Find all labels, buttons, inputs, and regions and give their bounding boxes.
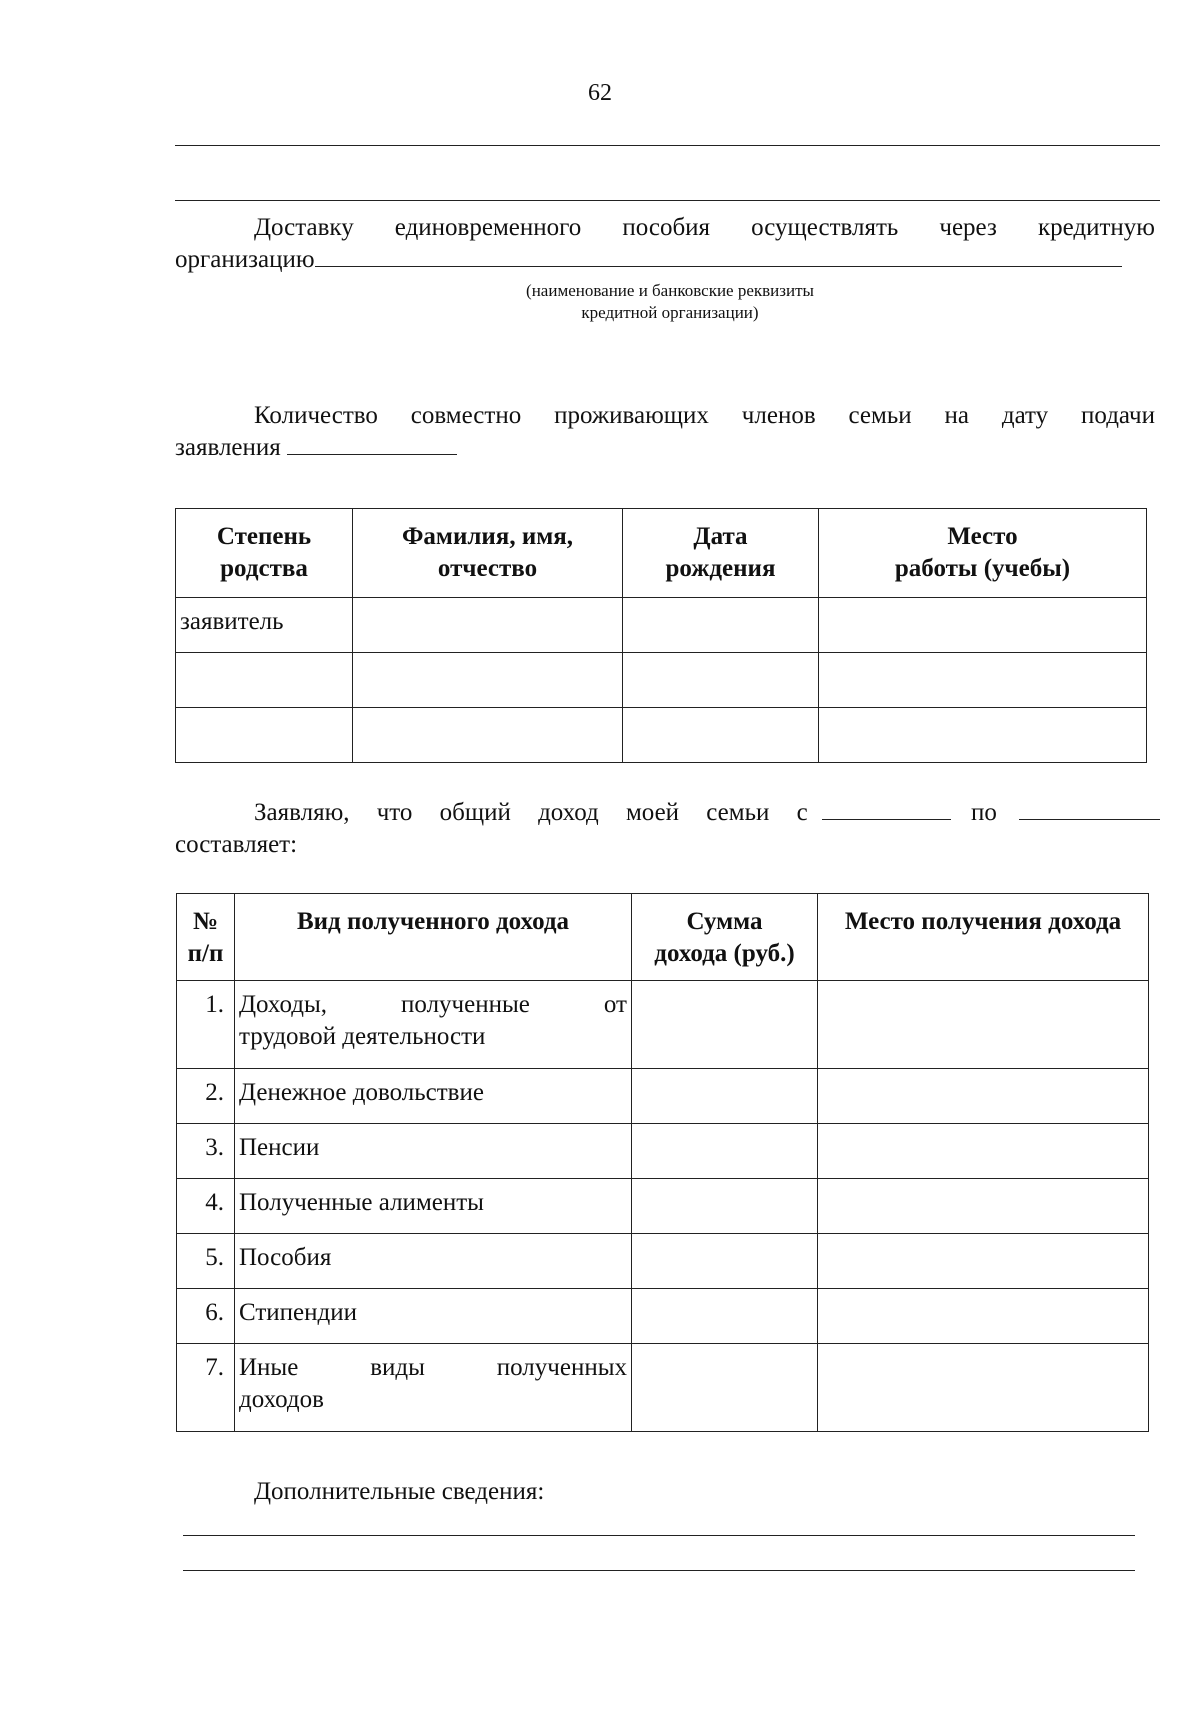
delivery-word: единовременного <box>394 214 582 241</box>
family-count-line-2 <box>175 432 1155 464</box>
income-type-line <box>239 989 627 1021</box>
delivery-paragraph <box>175 212 1155 276</box>
income-type-cell: Пособия <box>235 1234 632 1289</box>
header-line: Вид полученного дохода <box>296 908 570 935</box>
income-type-word: полученных <box>496 1354 627 1381</box>
income-word: с <box>796 799 808 826</box>
family-table-header-row <box>176 509 1147 598</box>
income-type-word: полученные <box>401 991 530 1018</box>
header-full-name <box>353 509 623 598</box>
table-row <box>177 1234 1149 1289</box>
header-kinship <box>176 509 353 598</box>
delivery-word: кредитную <box>1037 214 1155 241</box>
income-type-line <box>239 1352 627 1384</box>
header-line: отчество <box>437 555 538 582</box>
income-amount-cell[interactable] <box>632 1234 818 1289</box>
header-income-amount <box>632 894 818 981</box>
table-row <box>177 1289 1149 1344</box>
income-amount-cell[interactable] <box>632 1179 818 1234</box>
income-type-line: доходов <box>239 1386 324 1413</box>
header-line: Место <box>947 523 1018 550</box>
credit-org-caption <box>420 280 920 324</box>
income-source-cell[interactable] <box>818 1124 1149 1179</box>
income-word: доход <box>538 799 599 826</box>
delivery-word: через <box>939 214 997 241</box>
delivery-line-1 <box>175 212 1155 244</box>
income-type-cell <box>235 981 632 1069</box>
delivery-org-label: организацию <box>175 246 315 273</box>
delivery-word: Доставку <box>254 214 354 241</box>
income-type-cell: Денежное довольствие <box>235 1069 632 1124</box>
table-cell[interactable] <box>353 708 623 763</box>
income-word: что <box>376 799 413 826</box>
table-row <box>176 653 1147 708</box>
income-statement-line-1 <box>175 797 1160 829</box>
table-cell[interactable] <box>176 653 353 708</box>
header-line: рождения <box>665 555 776 582</box>
family-count-word: подачи <box>1081 402 1155 429</box>
income-source-cell[interactable] <box>818 1179 1149 1234</box>
family-count-word: на <box>944 402 969 429</box>
blank-line-top-1[interactable] <box>175 145 1160 146</box>
income-table-header-row <box>177 894 1149 981</box>
header-line: Сумма <box>686 908 763 935</box>
income-amount-cell[interactable] <box>632 981 818 1069</box>
header-line: Дата <box>693 523 748 550</box>
caption-line-1: (наименование и банковские реквизиты <box>526 281 814 300</box>
header-number <box>177 894 235 981</box>
table-cell[interactable] <box>819 598 1147 653</box>
header-income-source <box>818 894 1149 981</box>
income-type-cell <box>235 1344 632 1432</box>
table-cell[interactable] <box>176 708 353 763</box>
row-number: 5. <box>177 1234 235 1289</box>
table-row <box>176 598 1147 653</box>
income-amount-cell[interactable] <box>632 1069 818 1124</box>
family-count-label: заявления <box>175 434 281 461</box>
period-to-blank[interactable] <box>1019 797 1160 820</box>
income-word: Заявляю, <box>254 799 350 826</box>
family-count-word: членов <box>741 402 816 429</box>
income-type-cell: Полученные алименты <box>235 1179 632 1234</box>
income-type-cell: Стипендии <box>235 1289 632 1344</box>
table-row <box>176 708 1147 763</box>
additional-info-line-1[interactable] <box>183 1535 1135 1536</box>
table-cell[interactable] <box>623 708 819 763</box>
income-source-cell[interactable] <box>818 1069 1149 1124</box>
table-row <box>177 1344 1149 1432</box>
header-income-type <box>235 894 632 981</box>
row-number: 4. <box>177 1179 235 1234</box>
header-birth-date <box>623 509 819 598</box>
income-word: общий <box>439 799 511 826</box>
header-line: дохода (руб.) <box>654 940 795 967</box>
row-number: 6. <box>177 1289 235 1344</box>
income-type-cell: Пенсии <box>235 1124 632 1179</box>
table-cell[interactable] <box>819 708 1147 763</box>
header-line: Степень <box>216 523 312 550</box>
header-line: Фамилия, имя, <box>401 523 574 550</box>
table-row <box>177 1069 1149 1124</box>
credit-org-blank[interactable] <box>315 244 1122 267</box>
blank-line-top-2[interactable] <box>175 200 1160 201</box>
header-work-place <box>819 509 1147 598</box>
family-count-blank[interactable] <box>287 432 457 455</box>
family-count-word: проживающих <box>554 402 709 429</box>
income-type-word: Доходы, <box>239 991 328 1018</box>
delivery-word: осуществлять <box>751 214 899 241</box>
income-word: моей <box>625 799 680 826</box>
income-statement-paragraph <box>175 797 1160 861</box>
delivery-line-2 <box>175 244 1155 276</box>
row-number: 7. <box>177 1344 235 1432</box>
period-from-blank[interactable] <box>822 797 951 820</box>
page-number: 62 <box>588 80 612 106</box>
caption-line-2: кредитной организации) <box>581 303 759 322</box>
additional-info-label: Дополнительные сведения: <box>254 1478 545 1505</box>
header-line: Место получения дохода <box>844 908 1122 935</box>
income-type-word: виды <box>370 1354 425 1381</box>
family-count-word: совместно <box>410 402 522 429</box>
family-members-table <box>175 508 1147 763</box>
family-count-word: семьи <box>848 402 912 429</box>
income-type-word: от <box>603 991 627 1018</box>
table-cell[interactable] <box>623 653 819 708</box>
family-count-paragraph <box>175 400 1155 464</box>
income-amount-cell[interactable] <box>632 1124 818 1179</box>
income-statement-line-2: составляет: <box>175 831 298 858</box>
table-cell[interactable] <box>353 653 623 708</box>
table-cell[interactable] <box>623 598 819 653</box>
family-count-line-1 <box>175 400 1155 432</box>
income-amount-cell[interactable] <box>632 1344 818 1432</box>
header-line: п/п <box>187 940 224 967</box>
delivery-word: пособия <box>622 214 711 241</box>
table-cell[interactable] <box>353 598 623 653</box>
income-table <box>176 893 1149 1432</box>
header-line: № <box>192 908 219 935</box>
income-amount-cell[interactable] <box>632 1289 818 1344</box>
income-type-line: трудовой деятельности <box>239 1023 486 1050</box>
table-row <box>177 1124 1149 1179</box>
income-source-cell[interactable] <box>818 1234 1149 1289</box>
row-number: 1. <box>177 981 235 1069</box>
income-source-cell[interactable] <box>818 1289 1149 1344</box>
family-count-word: дату <box>1001 402 1049 429</box>
table-row <box>177 981 1149 1069</box>
income-source-cell[interactable] <box>818 1344 1149 1432</box>
income-word: семьи <box>706 799 770 826</box>
header-line: работы (учебы) <box>894 555 1071 582</box>
income-statement-words <box>175 797 808 829</box>
additional-info-line-2[interactable] <box>183 1570 1135 1571</box>
row-number: 3. <box>177 1124 235 1179</box>
family-count-word: Количество <box>254 402 378 429</box>
row-number: 2. <box>177 1069 235 1124</box>
income-source-cell[interactable] <box>818 981 1149 1069</box>
table-cell[interactable] <box>819 653 1147 708</box>
income-type-word: Иные <box>239 1354 299 1381</box>
table-row <box>177 1179 1149 1234</box>
table-cell[interactable]: заявитель <box>176 598 353 653</box>
period-to-label: по <box>970 799 997 826</box>
header-line: родства <box>220 555 308 582</box>
